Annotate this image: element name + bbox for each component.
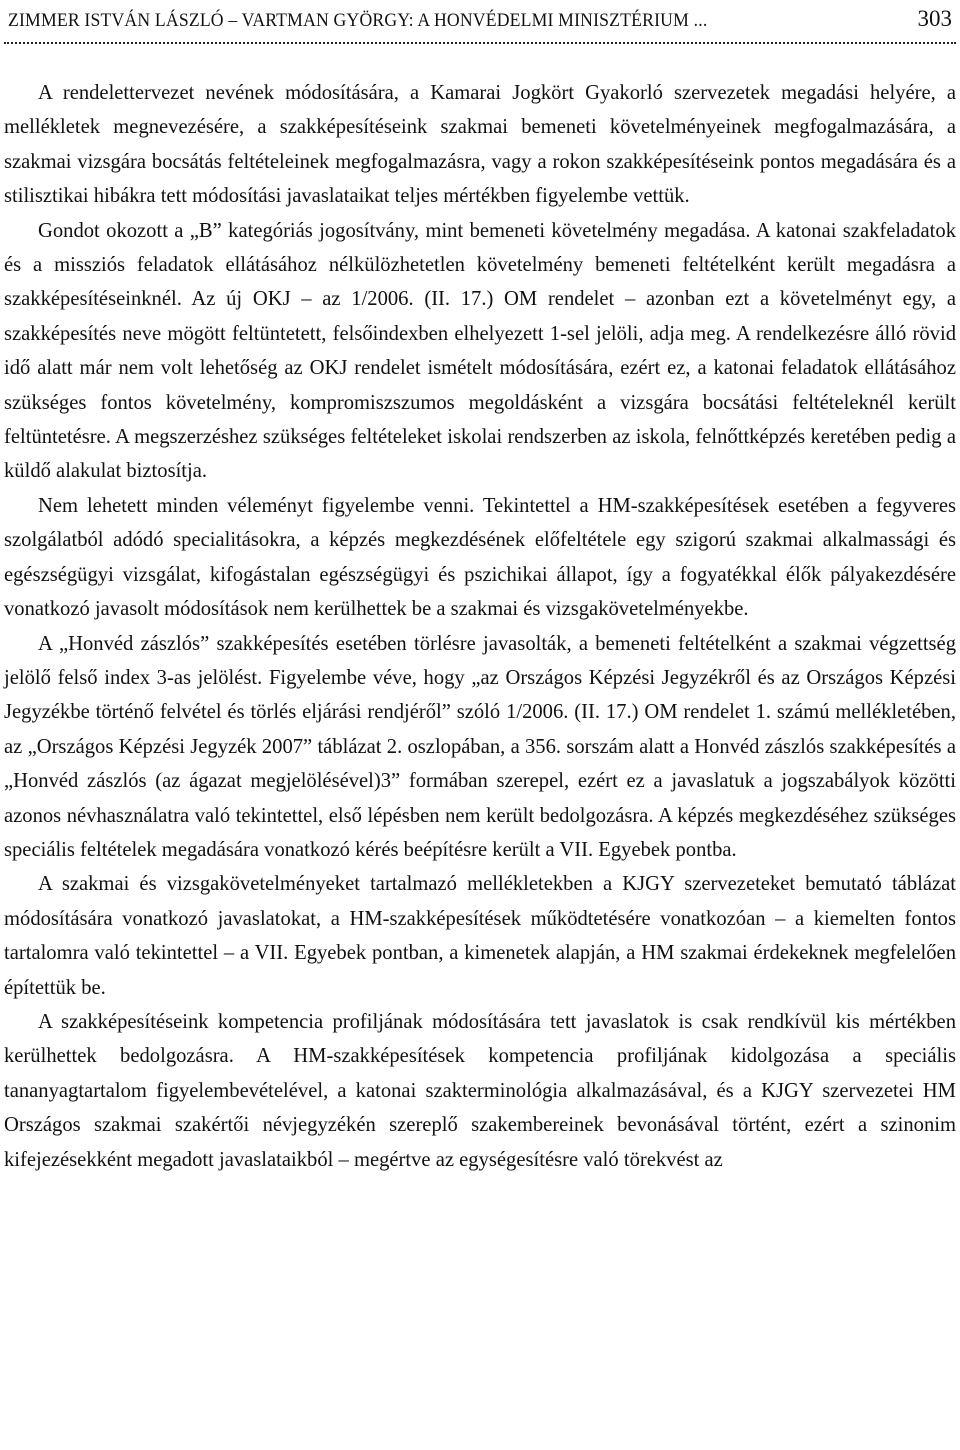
header-title: ZIMMER ISTVÁN LÁSZLÓ – VARTMAN GYÖRGY: A HONVÉDELMI MINISZTÉRIUM ... (8, 10, 708, 31)
page-number: 303 (917, 6, 952, 31)
header-divider (4, 42, 956, 44)
paragraph: Nem lehetett minden véleményt figyelembe venni. Tekintettel a HM-szakképesítések esetében a fegyveres szolgálatból adódó specialitásokra, a képzés megkezdésének előfeltétele egy szigorú szakmai alkalmassági és egészségügyi vizsgálat, kifogástalan egészségügyi és pszichikai állapot, így a fogyatékkal élők pályakezdésére vonatkozó javasolt módosítások nem kerülhettek be a szakmai és vizsgakövetelményekbe. (4, 494, 956, 621)
paragraph: A „Honvéd zászlós” szakképesítés esetében törlésre javasolták, a bemeneti feltételként a szakmai végzettség jelölő felső index 3-as jelölést. Figyelembe véve, hogy „az Országos Képzési Jegyzékről és az Országos Képzési Jegyzékbe történő felvétel és törlés eljárási rendjéről” szóló 1/2006. (II. 17.) OM rendelet 1. számú mellékletében, az „Országos Képzési Jegyzék 2007” táblázat 2. oszlopában, a 356. sorszám alatt a Honvéd zászlós szakképesítés a „Honvéd zászlós (az ágazat megjelölésével)3” formában szerepel, ezért ez a javaslatuk a jogszabályok közötti azonos névhasználatra való tekintettel, első lépésben nem került bedolgozásra. A képzés megkezdéséhez szükséges speciális feltételek megadására vonatkozó kérés beépítésre került a VII. Egyebek pontba. (4, 632, 956, 861)
paragraph: A rendelettervezet nevének módosítására, a Kamarai Jogkört Gyakorló szervezetek megadási helyére, a mellékletek megnevezésére, a szakképesítéseink szakmai bemeneti követelményeinek megfogalmazására, a szakmai vizsgára bocsátás feltételeinek megfogalmazásra, vagy a rokon szakképesítéseink pontos megadására és a stilisztikai hibákra tett módosítási javaslataikat teljes mértékben figyelembe vettük. (4, 82, 956, 208)
paragraph: Gondot okozott a „B” kategóriás jogosítvány, mint bemeneti követelmény megadása. A katonai szakfeladatok és a missziós feladatok ellátásához nélkülözhetetlen követelmény bemeneti feltételként került megadásra a szakképesítéseinknél. Az új OKJ – az 1/2006. (II. 17.) OM rendelet – azonban ezt a követelményt egy, a szakképesítés neve mögött feltüntetett, felsőindexben elhelyezett 1-sel jelöli, adja meg. A rendelkezésre álló rövid idő alatt már nem volt lehetőség az OKJ rendelet ismételt módosítására, ezért ez, a katonai feladatok ellátásához szükséges fontos követelmény, kompromiszszumos megoldásként a vizsgára bocsátási feltételeknél került feltüntetésre. A megszerzéshez szükséges feltételeket iskolai rendszerben az iskola, felnőttképzés keretében pedig a küldő alakulat biztosítja. (4, 219, 956, 483)
paragraph: A szakmai és vizsgakövetelményeket tartalmazó mellékletekben a KJGY szervezeteket bemutató táblázat módosítására vonatkozó javaslatokat, a HM-szakképesítések működtetésére vonatkozóan – a kiemelten fontos tartalomra való tekintettel – a VII. Egyebek pontban, a kimenetek alapján, a HM szakmai érdekeknek megfelelően építettük be. (4, 873, 956, 999)
body-text (4, 76, 956, 1177)
running-header (8, 6, 952, 36)
paragraph: A szakképesítéseink kompetencia profiljának módosítására tett javaslatok is csak rendkívül kis mértékben kerülhettek bedolgozásra. A HM-szakképesítések kompetencia profiljának kidolgozása a speciális tananyagtartalom figyelembevételével, a katonai szakterminológia alkalmazásával, és a KJGY szervezetei HM Országos szakmai szakértői névjegyzékén szereplő szakembereinek bevonásával történt, ezért a szinonim kifejezésekként megadott javaslataikból – megértve az egységesítésre való törekvést az (4, 1010, 956, 1171)
